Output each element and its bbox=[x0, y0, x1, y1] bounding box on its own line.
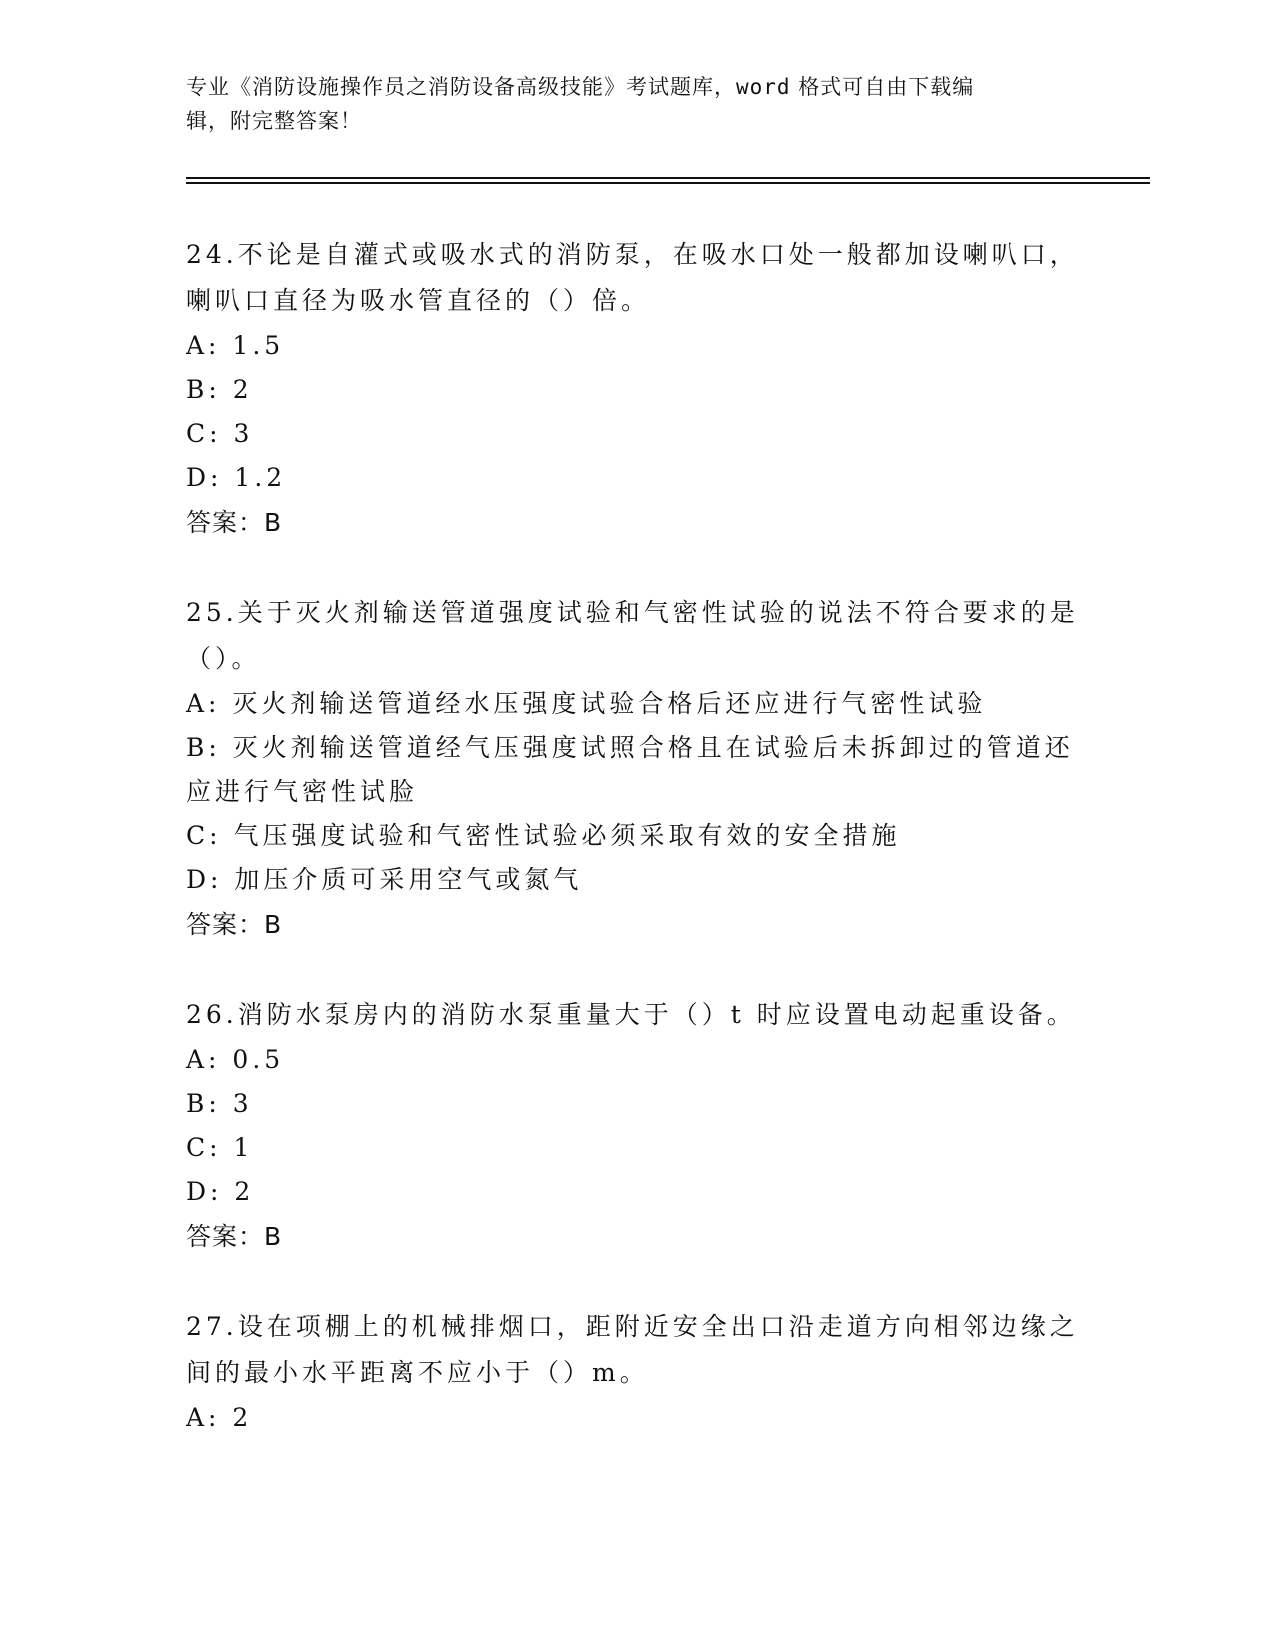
header-line-1 bbox=[186, 70, 1066, 104]
answer: 答案：B bbox=[186, 910, 283, 939]
option-b: B: 3 bbox=[186, 1089, 253, 1118]
header-title-text: 专业《消防设施操作员之消防设备高级技能》考试题库， bbox=[186, 75, 736, 99]
question-25 bbox=[186, 590, 1086, 948]
option-d: D: 2 bbox=[186, 1177, 255, 1206]
header-divider-top bbox=[186, 177, 1150, 179]
question-text-continued: 喇叭口直径为吸水管直径的（）倍。 bbox=[186, 286, 651, 315]
question-spacer bbox=[186, 546, 1086, 590]
document-header bbox=[186, 70, 1066, 138]
answer: 答案：B bbox=[186, 1222, 283, 1251]
question-26 bbox=[186, 992, 1086, 1260]
question-text: 26.消防水泵房内的消防水泵重量大于（）t 时应设置电动起重设备。 bbox=[186, 1000, 1076, 1029]
option-d: D: 1.2 bbox=[186, 463, 287, 492]
question-text-continued: （）。 bbox=[186, 644, 261, 673]
option-c: C: 1 bbox=[186, 1133, 254, 1162]
question-spacer bbox=[186, 1260, 1086, 1304]
option-a: A: 0.5 bbox=[186, 1045, 285, 1074]
option-c: C: 3 bbox=[186, 419, 254, 448]
option-a: A: 2 bbox=[186, 1403, 253, 1432]
option-c: C: 气压强度试验和气密性试验必须采取有效的安全措施 bbox=[186, 821, 901, 850]
header-title-suffix: 格式可自由下载编 bbox=[790, 75, 975, 99]
question-list bbox=[186, 232, 1086, 1440]
question-24 bbox=[186, 232, 1086, 546]
header-line-2: 辑，附完整答案！ bbox=[186, 109, 362, 133]
option-d: D: 加压介质可采用空气或氮气 bbox=[186, 865, 583, 894]
header-word-text: word bbox=[736, 75, 791, 99]
answer: 答案：B bbox=[186, 508, 283, 537]
question-text: 24.不论是自灌式或吸水式的消防泵，在吸水口处一般都加设喇叭口， bbox=[186, 240, 1079, 269]
question-text: 25.关于灭火剂输送管道强度试验和气密性试验的说法不符合要求的是 bbox=[186, 598, 1079, 627]
option-b: B: 灭火剂输送管道经气压强度试照合格且在试验后未拆卸过的管道还 bbox=[186, 733, 1074, 762]
header-divider-bottom bbox=[186, 182, 1150, 184]
question-text: 27.设在项棚上的机械排烟口，距附近安全出口沿走道方向相邻边缘之 bbox=[186, 1312, 1079, 1341]
option-a: A: 1.5 bbox=[186, 331, 285, 360]
option-b: B: 2 bbox=[186, 375, 253, 404]
question-27 bbox=[186, 1304, 1086, 1440]
option-b-continued: 应进行气密性试脸 bbox=[186, 777, 419, 806]
question-text-continued: 间的最小水平距离不应小于（）m。 bbox=[186, 1358, 649, 1387]
question-spacer bbox=[186, 948, 1086, 992]
option-a: A: 灭火剂输送管道经水压强度试验合格后还应进行气密性试验 bbox=[186, 689, 987, 718]
